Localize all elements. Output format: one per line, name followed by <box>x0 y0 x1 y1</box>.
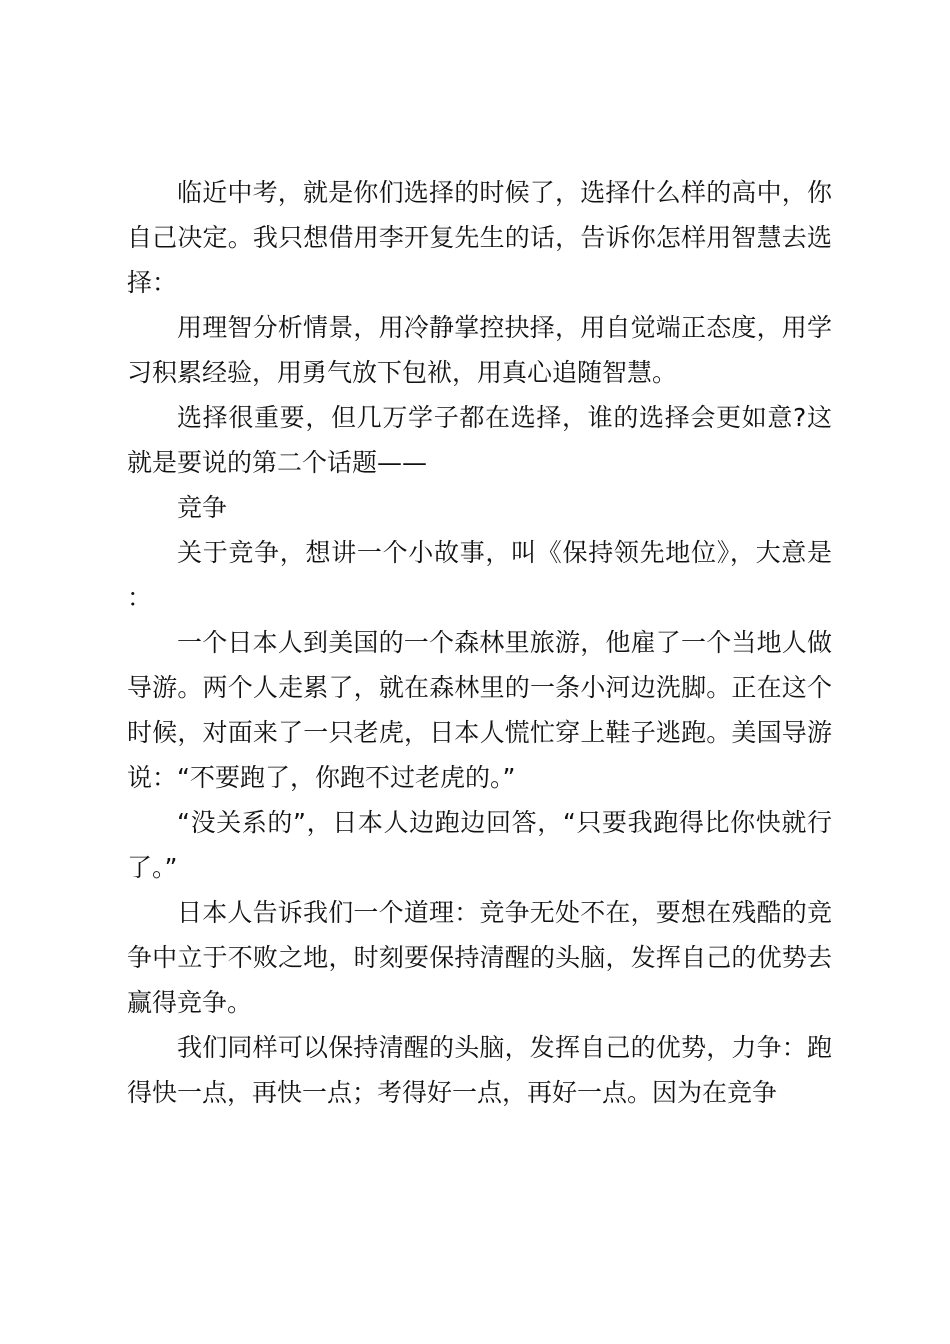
paragraph-second-topic: 选择很重要，但几万学子都在选择，谁的选择会更如意?这就是要说的第二个话题—— <box>127 403 832 477</box>
paragraph-story: 一个日本人到美国的一个森林里旅游，他雇了一个当地人做导游。两个人走累了，就在森林里的一条小河边洗脚。正在这个时候，对面来了一只老虎，日本人慌忙穿上鞋子逃跑。美国导游说：“不要跑了，你跑不过老虎的。” <box>127 628 832 792</box>
paragraph-conclusion: 我们同样可以保持清醒的头脑，发挥自己的优势，力争：跑得快一点，再快一点；考得好一点，再好一点。因为在竞争 <box>127 1033 832 1107</box>
paragraph-lesson: 日本人告诉我们一个道理：竞争无处不在，要想在残酷的竞争中立于不败之地，时刻要保持清醒的头脑，发挥自己的优势去赢得竞争。 <box>127 898 832 1017</box>
document-page <box>127 170 832 1115</box>
paragraph-intro: 临近中考，就是你们选择的时候了，选择什么样的高中，你自己决定。我只想借用李开复先生的话，告诉你怎样用智慧去选择： <box>127 178 832 297</box>
paragraph-reply: “没关系的”，日本人边跑边回答，“只要我跑得比你快就行了。” <box>127 808 832 882</box>
paragraph-story-intro: 关于竞争，想讲一个小故事，叫《保持领先地位》，大意是： <box>127 538 832 612</box>
paragraph-wisdom: 用理智分析情景，用冷静掌控抉择，用自觉端正态度，用学习积累经验，用勇气放下包袱，用真心追随智慧。 <box>127 313 832 387</box>
section-heading: 竞争 <box>177 493 228 522</box>
